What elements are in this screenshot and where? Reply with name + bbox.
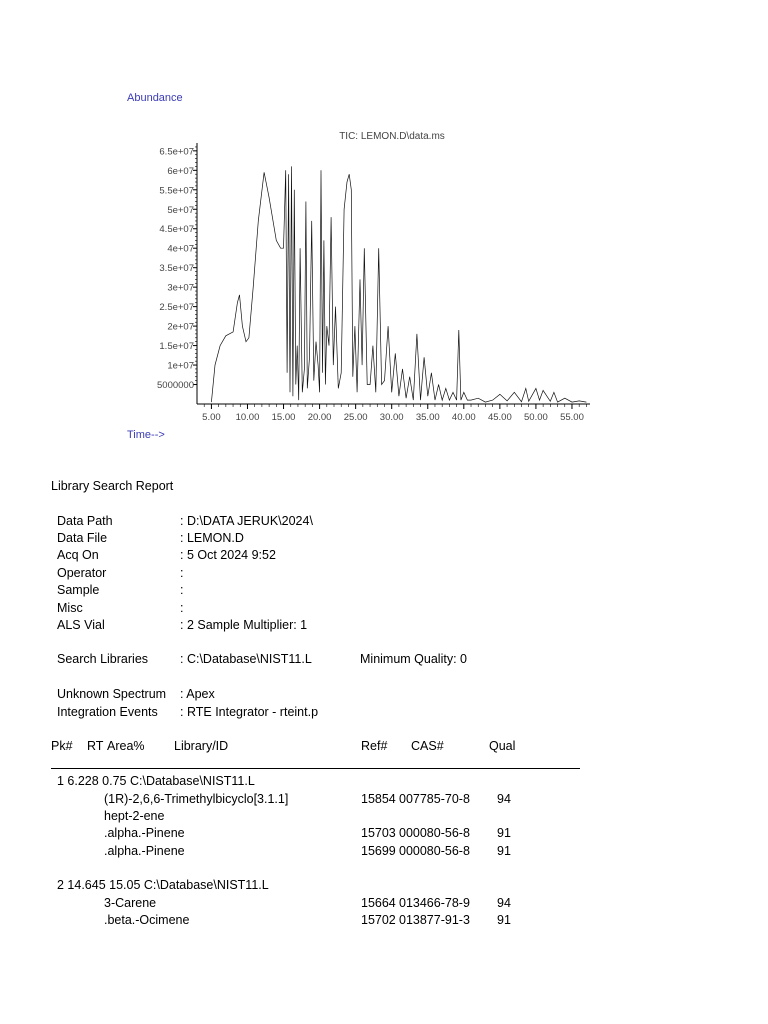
chart-title: TIC: LEMON.D\data.ms [339, 131, 445, 142]
col-pk: Pk# [51, 739, 73, 753]
x-tick-label: 45.00 [487, 412, 512, 423]
x-tick-label: 30.00 [379, 412, 404, 423]
integration-events-value: : RTE Integrator - rteint.p [180, 705, 319, 719]
x-tick-label: 50.00 [524, 412, 548, 423]
hit-name: .alpha.-Pinene [104, 844, 185, 858]
hit-ref: 15703 [361, 826, 396, 840]
meta-value: : D:\DATA JERUK\2024\ [180, 514, 313, 528]
hit-ref: 15854 [361, 792, 396, 806]
peak-header: 1 6.228 0.75 C:\Database\NIST11.L [57, 774, 255, 788]
tic-series-line [211, 166, 586, 402]
hit-ref: 15702 [361, 913, 396, 927]
report-heading: Library Search Report [51, 479, 174, 493]
hit-name: (1R)-2,6,6-Trimethylbicyclo[3.1.1] [104, 792, 289, 806]
y-tick-label: 1e+07 [167, 360, 194, 372]
meta-label: Data File [57, 531, 108, 545]
x-tick-label: 40.00 [451, 412, 476, 423]
meta-value: : 2 Sample Multiplier: 1 [180, 618, 308, 632]
x-tick-label: 35.00 [415, 412, 440, 423]
x-ticks [202, 404, 586, 423]
hit-cas: 000080-56-8 [399, 826, 470, 840]
col-library: Library/ID [174, 739, 229, 753]
col-qual: Qual [489, 739, 516, 753]
meta-label: ALS Vial [57, 618, 105, 632]
hit-qual: 91 [497, 913, 511, 927]
hit-cas: 007785-70-8 [399, 792, 470, 806]
integration-events-label: Integration Events [57, 705, 158, 719]
hit-ref: 15699 [361, 844, 396, 858]
search-libraries-value: : C:\Database\NIST11.L [180, 652, 312, 666]
hit-name: .beta.-Ocimene [104, 913, 190, 927]
x-tick-label: 55.00 [560, 412, 584, 423]
search-libraries-label: Search Libraries [57, 652, 149, 666]
meta-value: : [180, 601, 184, 615]
y-tick-label: 2.5e+07 [159, 302, 194, 314]
hit-name: .alpha.-Pinene [104, 826, 185, 840]
col-ref: Ref# [361, 739, 388, 753]
meta-value: : [180, 566, 184, 580]
peak-header: 2 14.645 15.05 C:\Database\NIST11.L [57, 878, 269, 892]
col-cas: CAS# [411, 739, 444, 753]
y-tick-label: 5.5e+07 [159, 185, 194, 197]
hit-qual: 94 [497, 792, 511, 806]
y-ticks [157, 146, 197, 391]
hit-qual: 91 [497, 844, 511, 858]
meta-label: Sample [57, 583, 100, 597]
chart-axes [197, 143, 590, 404]
x-tick-label: 10.00 [235, 412, 260, 423]
hit-name: 3-Carene [104, 896, 157, 910]
y-tick-label: 3e+07 [167, 282, 194, 294]
hit-cas: 000080-56-8 [399, 844, 470, 858]
meta-label: Data Path [57, 514, 113, 528]
meta-value: : LEMON.D [180, 531, 244, 545]
hit-name-continued: hept-2-ene [104, 809, 165, 823]
meta-label: Operator [57, 566, 107, 580]
meta-value: : 5 Oct 2024 9:52 [180, 548, 276, 562]
y-tick-label: 3.5e+07 [159, 263, 194, 275]
y-tick-label: 5e+07 [167, 204, 194, 216]
meta-label: Misc [57, 601, 83, 615]
col-rt: RT [87, 739, 104, 753]
hit-qual: 94 [497, 896, 511, 910]
col-area: Area% [107, 739, 145, 753]
y-tick-label: 1.5e+07 [159, 341, 194, 353]
hit-cas: 013466-78-9 [399, 896, 470, 910]
minimum-quality: Minimum Quality: 0 [360, 652, 467, 666]
y-tick-label: 2e+07 [167, 321, 194, 333]
y-tick-label: 4.5e+07 [159, 224, 194, 236]
y-tick-label: 5000000 [157, 380, 194, 392]
x-axis-title: Time--> [127, 429, 165, 441]
x-tick-label: 5.00 [202, 412, 221, 423]
x-tick-label: 15.00 [271, 412, 296, 423]
header-rule [51, 768, 580, 769]
hit-qual: 91 [497, 826, 511, 840]
hit-cas: 013877-91-3 [399, 913, 470, 927]
unknown-spectrum-label: Unknown Spectrum [57, 687, 167, 701]
y-tick-label: 4e+07 [167, 243, 194, 255]
x-tick-label: 20.00 [307, 412, 332, 423]
unknown-spectrum-value: : Apex [180, 687, 215, 701]
y-tick-label: 6e+07 [167, 165, 194, 177]
y-tick-label: 6.5e+07 [159, 146, 194, 158]
x-tick-label: 25.00 [343, 412, 368, 423]
tic-chromatogram-chart [0, 0, 768, 440]
y-axis-title: Abundance [127, 92, 183, 104]
meta-label: Acq On [57, 548, 99, 562]
meta-value: : [180, 583, 184, 597]
hit-ref: 15664 [361, 896, 396, 910]
